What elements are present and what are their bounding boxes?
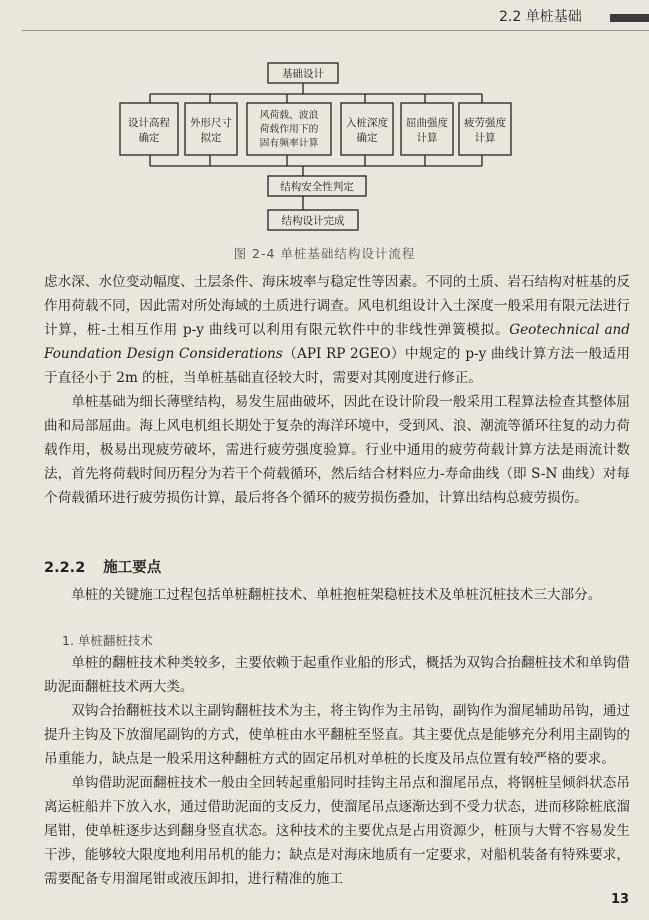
header-rule [22,30,649,31]
flow-label-b3-l1: 确定 [356,132,378,144]
paragraph-3: 单桩的关键施工过程包括单桩翻桩技术、单桩抱桩架稳桩技术及单桩沉桩技术三大部分。 [71,587,602,603]
flow-label-b0-l1: 确定 [138,132,160,144]
flow-node-elevation [120,103,178,155]
paragraph-5: 双钩合抬翻桩技术以主副钩翻桩技术为主，将主钩作为主吊钩，副钩作为溜尾辅助吊钩，通过提升主钩及下放溜尾副钩的方式，使单桩由水平翻桩至竖直。其主要优点是能够充分利用主副钩的吊重能力，缺点是一般采用这种翻桩方式的固定吊机对单桩的长度及吊点位置有较严格的要求。 [44,703,630,767]
paragraph-1 [44,270,630,390]
figure-caption: 图 2-4 单桩基础结构设计流程 [233,246,416,261]
flow-label-b1-l1: 拟定 [200,132,222,144]
page-number: 13 [611,892,630,907]
body-text-block-1 [44,270,630,510]
flow-label-b5-l1: 计算 [474,132,496,144]
paragraph-4: 单桩的翻桩技术种类较多，主要依赖于起重作业船的形式，概括为双钩合抬翻桩技术和单钩借助泥面翻桩技术两大类。 [44,655,630,695]
section-number: 2.2.2 [44,560,86,576]
flow-label-b0-l0: 设计高程 [128,117,170,129]
running-header [0,0,649,34]
flowchart-diagram [105,60,545,240]
flow-label-b1-l0: 外形尺寸 [190,117,232,129]
flow-node-fatigue [459,103,511,155]
flow-node-buckling [401,103,453,155]
paragraph-1-part-a: 虑水深、水位变动幅度、土层条件、海床坡率与稳定性等因素。不同的土质、岩石结构对桩基的反作用荷载不同，因此需对所处海域的土质进行调查。风电机组设计入土深度一般采用有限元法进行计算，桩-土相互作用 p-y 曲线可以利用有限元软件中的非线性弹簧模拟。 [44,274,630,338]
flow-label-b2-l0: 风荷载、波浪 [259,110,319,121]
subsection-heading: 1. 单桩翻桩技术 [62,633,153,648]
flow-node-dimension [185,103,237,155]
flow-label-judge: 结构安全性判定 [280,181,354,193]
flow-label-b3-l0: 入桩深度 [346,117,388,129]
paragraph-6: 单钩借助泥面翻桩技术一般由全回转起重船同时挂钩主吊点和溜尾吊点，将钢桩呈倾斜状态吊离运桩船并下放入水，通过借助泥面的支反力，使溜尾吊点逐渐达到不受力状态，进而移除桩底溜尾钳，使单桩逐步达到翻身竖直状态。这种技术的主要优点是占用资源少，桩顶与大臂不容易发生干涉，能够较大限度地利用吊机的能力；缺点是对海床地质有一定要求，对船机装备有特殊要求，需要配备专用溜尾钳或液压卸扣，进行精准的施工 [44,775,630,887]
flow-label-b2-l1: 荷载作用下的 [259,124,319,135]
flow-label-b5-l0: 疲劳强度 [464,117,506,129]
paragraph-1-part-c: （API RP 2GEO）中规定的 p-y 曲线计算方法一般适用于直径小于 2m 的桩，当单桩基础直径较大时，需要对其刚度进行修正。 [44,346,630,386]
flow-label-b2-l2: 固有频率计算 [259,138,319,149]
paragraph-1-reference-title: Geotechnical and Foundation Design Considerations [44,322,630,362]
flow-label-b4-l1: 计算 [416,132,438,144]
section-title: 施工要点 [103,560,162,576]
section-heading [44,556,179,577]
body-text-block-3 [44,651,630,891]
section-header-label: 2.2 单桩基础 [499,9,582,25]
body-text-block-2 [44,583,630,607]
paragraph-2: 单桩基础为细长薄壁结构，易发生屈曲破坏，因此在设计阶段一般采用工程算法检查其整体屈曲和局部屈曲。海上风电机组长期处于复杂的海洋环境中，受到风、浪、潮流等循环往复的动力荷载作用，极易出现疲劳破坏，需进行疲劳强度验算。行业中通用的疲劳荷载计算方法是雨流计数法，首先将荷载时间历程分为若干个荷载循环，然后结合材料应力-寿命曲线（即 S-N 曲线）对每个荷载循环进行疲劳损伤计算，最后将各个循环的疲劳损伤叠加，计算出结构总疲劳损伤。 [44,394,630,506]
header-decor-bar [610,14,649,22]
flow-label-top: 基础设计 [282,68,324,80]
flow-node-depth [341,103,393,155]
flow-label-end: 结构设计完成 [281,215,345,227]
flow-label-b4-l0: 屈曲强度 [406,117,448,129]
